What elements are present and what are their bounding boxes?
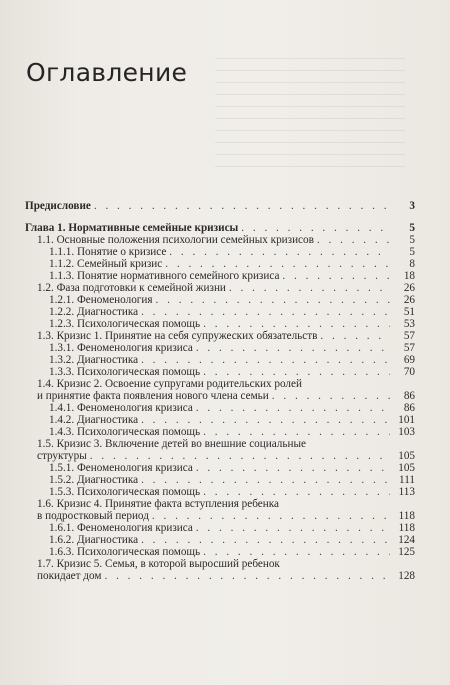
toc-page-number: 57 (403, 330, 415, 342)
toc-entry-1-6-line-1: 1.6. Кризис 4. Принятие факта вступления ребенка (37, 498, 279, 510)
toc-entry-1-1-2 (25, 258, 415, 270)
toc-entry-1-3-3 (25, 366, 415, 378)
dot-leader (282, 270, 390, 282)
toc-page-number: 3 (409, 200, 415, 212)
dot-leader (320, 330, 390, 342)
toc-entry-1-3-2 (25, 354, 415, 366)
bleed-through-text (215, 58, 405, 168)
toc-page-number: 118 (398, 510, 415, 522)
toc-page-number: 105 (398, 462, 415, 474)
toc-entry-text: Предисловие (25, 200, 91, 212)
dot-leader (203, 426, 390, 438)
toc-entry-text: 1.1. Основные положения психологии семейных кризисов (37, 234, 314, 246)
dot-leader (196, 462, 390, 474)
toc-entry-1-4-3 (25, 426, 415, 438)
toc-page-number: 86 (403, 402, 415, 414)
toc-page-number: 124 (398, 534, 415, 546)
toc-page-number: 103 (398, 426, 415, 438)
dot-leader (196, 342, 390, 354)
toc-entry-1-3-1 (25, 342, 415, 354)
toc-entry-text: 1.1.3. Понятие нормативного семейного кризиса (49, 270, 280, 282)
toc-page-number: 5 (409, 246, 415, 258)
toc-entry-text: в подростковый период (37, 510, 149, 522)
toc-entry-text: и принятие факта появления нового члена семьи (37, 390, 269, 402)
toc-page-number: 113 (398, 486, 415, 498)
dot-leader (141, 534, 390, 546)
toc-entry-1-4-1 (25, 402, 415, 414)
toc-page-number: 51 (403, 306, 415, 318)
toc-entry-1-4 (25, 390, 415, 402)
dot-leader (203, 366, 390, 378)
toc-entry-text: 1.6.3. Психологическая помощь (49, 546, 201, 558)
toc-entry-1-5 (25, 450, 415, 462)
dot-leader (156, 294, 390, 306)
dot-leader (229, 282, 390, 294)
toc-entry-text: 1.2. Фаза подготовки к семейной жизни (37, 282, 226, 294)
toc-entry-1-2-1 (25, 294, 415, 306)
toc-entry-1-6 (25, 510, 415, 522)
dot-leader (141, 354, 390, 366)
page-title: Оглавление (26, 58, 188, 87)
toc-entry-1-6-1 (25, 522, 415, 534)
dot-leader (152, 510, 390, 522)
toc-page-number: 105 (398, 450, 415, 462)
toc-entry-1-4-2 (25, 414, 415, 426)
toc-entry-1-2-3 (25, 318, 415, 330)
toc-entry-1-6-2 (25, 534, 415, 546)
dot-leader (317, 234, 390, 246)
toc-page-number: 5 (409, 234, 415, 246)
toc-page-number: 18 (403, 270, 415, 282)
toc-entry-text: 1.3.1. Феноменология кризиса (49, 342, 193, 354)
toc-entry-preface (25, 200, 415, 212)
toc-entry-text: 1.1.2. Семейный кризис (49, 258, 163, 270)
dot-leader (203, 318, 390, 330)
dot-leader (90, 450, 390, 462)
dot-leader (141, 474, 390, 486)
toc-entry-1-5-3 (25, 486, 415, 498)
toc-entry-text: 1.2.1. Феноменология (49, 294, 153, 306)
dot-leader (141, 414, 390, 426)
toc-page-number: 70 (403, 366, 415, 378)
toc-entry-text: структуры (37, 450, 87, 462)
toc-entry-1-2-2 (25, 306, 415, 318)
toc-entry-text: 1.6.2. Диагностика (49, 534, 139, 546)
dot-leader (196, 402, 390, 414)
toc-entry-chapter-1 (25, 222, 415, 234)
toc-entry-text: 1.6.1. Феноменология кризиса (49, 522, 193, 534)
table-of-contents (25, 200, 415, 582)
toc-page-number: 5 (409, 222, 415, 234)
toc-entry-text: 1.5.3. Психологическая помощь (49, 486, 201, 498)
toc-entry-1-3 (25, 330, 415, 342)
dot-leader (141, 306, 390, 318)
toc-entry-text: 1.3. Кризис 1. Принятие на себя супружеских обязательств (37, 330, 318, 342)
toc-page-number: 26 (403, 282, 415, 294)
toc-entry-text: 1.5.2. Диагностика (49, 474, 139, 486)
toc-entry-text: 1.5.1. Феноменология кризиса (49, 462, 193, 474)
toc-entry-text: 1.1.1. Понятие о кризисе (49, 246, 167, 258)
toc-entry-text: покидает дом (37, 570, 102, 582)
toc-entry-1-5-line-1: 1.5. Кризис 3. Включение детей во внешние социальные (37, 438, 306, 450)
toc-entry-text: 1.4.2. Диагностика (49, 414, 139, 426)
toc-entry-1-7-line-1: 1.7. Кризис 5. Семья, в которой выросший ребенок (37, 558, 280, 570)
toc-entry-1-1 (25, 234, 415, 246)
toc-page-number: 111 (399, 474, 415, 486)
toc-entry-1-6-3 (25, 546, 415, 558)
toc-page-number: 69 (403, 354, 415, 366)
toc-entry-1-5-2 (25, 474, 415, 486)
toc-entry-text: 1.2.2. Диагностика (49, 306, 139, 318)
toc-entry-1-5-1 (25, 462, 415, 474)
toc-page-number: 86 (403, 390, 415, 402)
toc-page-number: 118 (398, 522, 415, 534)
toc-page-number: 26 (403, 294, 415, 306)
toc-page-number: 125 (398, 546, 415, 558)
toc-entry-text: 1.3.2. Диагностика (49, 354, 139, 366)
dot-leader (272, 390, 390, 402)
toc-entry-text: 1.4.1. Феноменология кризиса (49, 402, 193, 414)
toc-entry-text: 1.2.3. Психологическая помощь (49, 318, 201, 330)
toc-entry-1-1-3 (25, 270, 415, 282)
toc-page-number: 8 (409, 258, 415, 270)
toc-entry-text: Глава 1. Нормативные семейные кризисы (25, 222, 239, 234)
toc-entry-1-1-1 (25, 246, 415, 258)
dot-leader (104, 570, 390, 582)
dot-leader (203, 546, 390, 558)
dot-leader (169, 246, 390, 258)
dot-leader (196, 522, 390, 534)
toc-page-number: 57 (403, 342, 415, 354)
dot-leader (165, 258, 390, 270)
dot-leader (94, 200, 390, 212)
toc-entry-1-2 (25, 282, 415, 294)
toc-entry-1-7 (25, 570, 415, 582)
toc-page-number: 128 (398, 570, 415, 582)
toc-entry-text: 1.4.3. Психологическая помощь (49, 426, 201, 438)
toc-entry-text: 1.3.3. Психологическая помощь (49, 366, 201, 378)
dot-leader (203, 486, 390, 498)
dot-leader (241, 222, 390, 234)
toc-page-number: 101 (398, 414, 415, 426)
toc-page-number: 53 (403, 318, 415, 330)
toc-entry-1-4-line-1: 1.4. Кризис 2. Освоение супругами родительских ролей (37, 378, 302, 390)
